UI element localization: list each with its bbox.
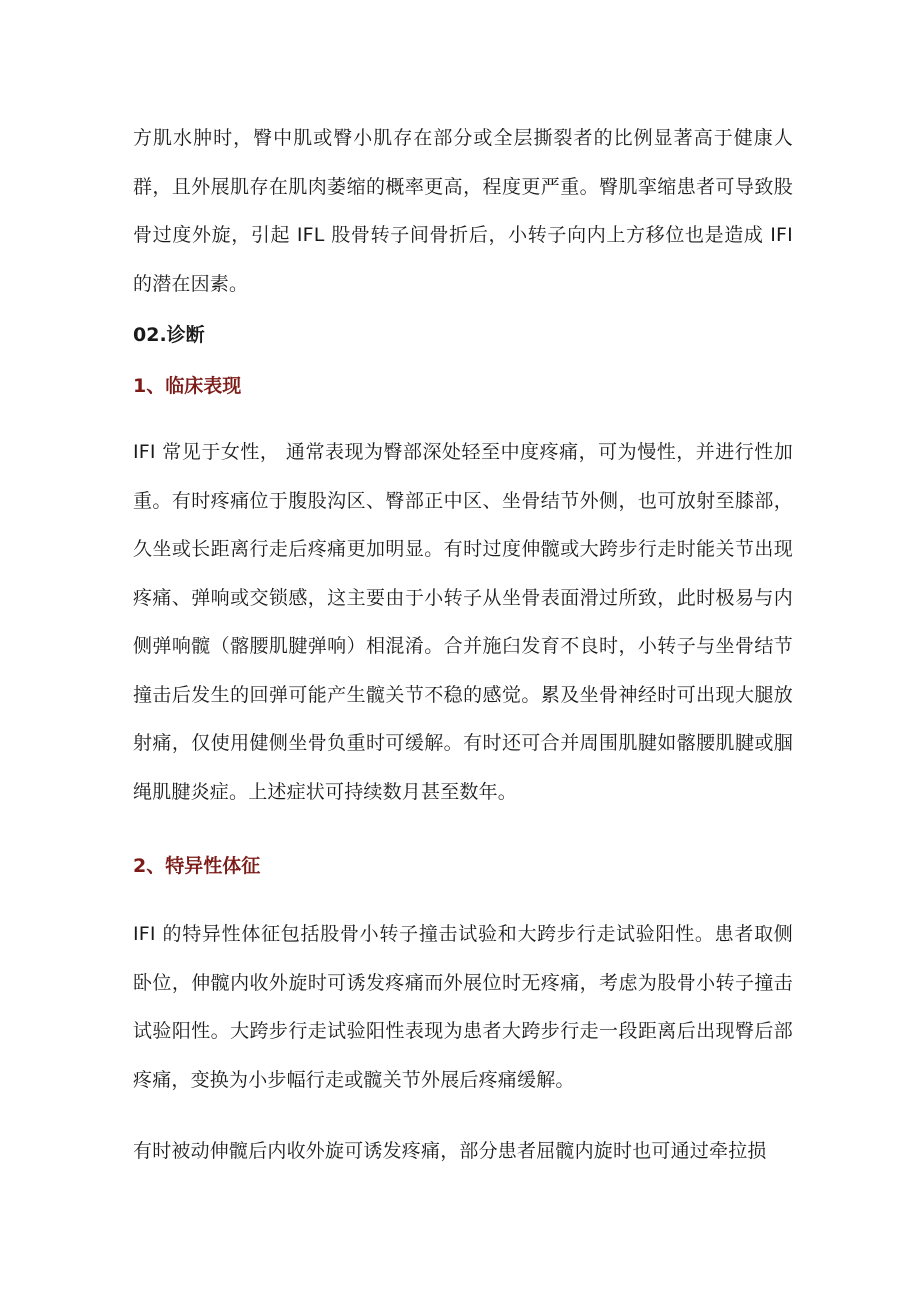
specific-signs-paragraph: IFI 的特异性体征包括股骨小转子撞击试验和大跨步行走试验阳性。患者取侧卧位，伸髋内收外旋时可诱发疼痛而外展位时无疼痛，考虑为股骨小转子撞击试验阳性。大跨步行走试验阳性表现为患者大跨步行走一段距离后出现臀后部疼痛，变换为小步幅行走或髋关节外展后疼痛缓解。 bbox=[133, 923, 793, 1091]
subsection-heading-clinical-presentation: 1、临床表现 bbox=[133, 375, 242, 397]
intro-paragraph: 方肌水肿时，臀中肌或臀小肌存在部分或全层撕裂者的比例显著高于健康人群，且外展肌存在肌肉萎缩的概率更高，程度更严重。臀肌挛缩患者可导致股骨过度外旋，引起 IFL 股骨转子间骨折后，小转子向内上方移位也是造成 IFI 的潜在因素。 bbox=[133, 127, 793, 295]
passive-extension-paragraph: 有时被动伸髋后内收外旋可诱发疼痛，部分患者屈髋内旋时也可通过牵拉损 bbox=[133, 1140, 767, 1162]
section-heading-diagnosis: 02.诊断 bbox=[133, 324, 205, 346]
subsection-heading-specific-signs: 2、特异性体征 bbox=[133, 855, 261, 877]
clinical-presentation-paragraph: IFI 常见于女性， 通常表现为臀部深处轻至中度疼痛，可为慢性，并进行性加重。有时疼痛位于腹股沟区、臀部正中区、坐骨结节外侧，也可放射至膝部，久坐或长距离行走后疼痛更加明显。有时过度伸髋或大跨步行走时能关节出现疼痛、弹响或交锁感，这主要由于小转子从坐骨表面滑过所致，此时极易与内侧弹响髋（髂腰肌腱弹响）相混淆。合并施臼发育不良时，小转子与坐骨结节撞击后发生的回弹可能产生髋关节不稳的感觉。累及坐骨神经时可出现大腿放射痛，仅使用健侧坐骨负重时可缓解。有时还可合并周围肌腱如髂腰肌腱或腘绳肌腱炎症。上述症状可持续数月甚至数年。 bbox=[133, 441, 793, 803]
